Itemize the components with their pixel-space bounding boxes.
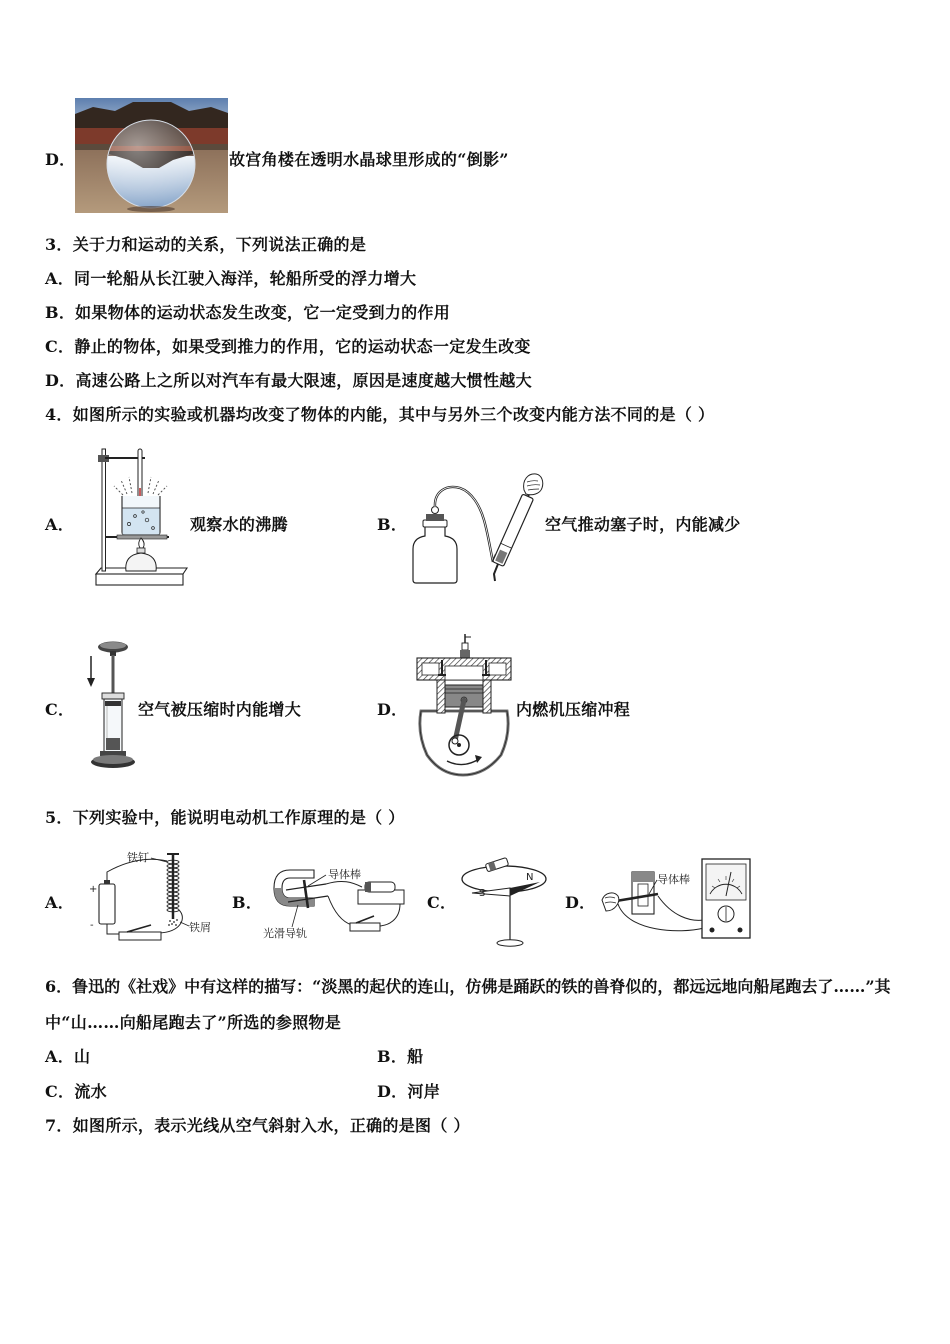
q4-option-d-caption: 内燃机压缩冲程 [516, 700, 631, 719]
q4-option-b-caption: 空气推动塞子时，内能减少 [545, 515, 741, 534]
north-pole-label: N [526, 872, 534, 883]
fire-syringe-figure [82, 638, 137, 770]
q4-option-a-label: A． [45, 515, 75, 534]
q5-stem: 5．下列实验中，能说明电动机工作原理的是（ ） [45, 808, 405, 827]
glass-bottle [413, 507, 457, 584]
south-pole-label: S [479, 888, 486, 899]
q5-option-c-label: C． [427, 893, 457, 912]
q3-option-b: B．如果物体的运动状态发生改变，它一定受到力的作用 [45, 303, 451, 322]
q2-option-d-label: D． [45, 150, 76, 169]
q4-option-c-label: C． [45, 700, 75, 719]
glass-cylinder [102, 693, 124, 752]
rod-label: 导体棒 [328, 868, 361, 881]
q5-option-a-label: A． [45, 893, 75, 912]
hand [602, 893, 619, 911]
spark-plug [460, 634, 471, 658]
crystal-ball-photo [75, 98, 228, 213]
boiling-water-apparatus-figure [93, 444, 189, 590]
needle-stand [497, 896, 523, 946]
q3-option-c: C．静止的物体，如果受到推力的作用，它的运动状态一定发生改变 [45, 337, 531, 356]
battery-box [358, 882, 404, 904]
battery [485, 857, 508, 871]
electromagnetic-induction-figure [600, 856, 752, 941]
iron-filings [168, 919, 178, 926]
engine-compression-stroke-figure [413, 633, 515, 778]
wires [618, 896, 704, 931]
galvanometer [702, 859, 750, 938]
q3-stem: 3．关于力和运动的关系，下列说法正确的是 [45, 235, 367, 254]
conductor-rod-on-rails-figure [262, 860, 407, 942]
q7-stem: 7．如图所示，表示光线从空气斜射入水，正确的是图（ ） [45, 1116, 470, 1135]
q6-stem-line-1: 6．鲁迅的《社戏》中有这样的描写：“淡黑的起伏的连山，仿佛是踊跃的铁的兽脊似的，都远远地向船尾跑去了……”其 [45, 977, 891, 996]
q4-option-a-caption: 观察水的沸腾 [190, 515, 288, 534]
compass-needle-current-figure [460, 855, 548, 950]
q6-option-a: A．山 [45, 1047, 91, 1066]
q3-option-a: A．同一轮船从长江驶入海洋，轮船所受的浮力增大 [45, 269, 417, 288]
electromagnet-figure [85, 848, 215, 943]
q3-option-d: D．高速公路上之所以对汽车有最大限速，原因是速度越大惯性越大 [45, 371, 532, 390]
q6-option-b: B．船 [377, 1047, 424, 1066]
q5-option-d-label: D． [565, 893, 596, 912]
hand [524, 474, 543, 495]
rails-label: 光滑导轨 [263, 927, 307, 940]
rod-label: 导体棒 [657, 873, 690, 886]
crankcase [420, 711, 508, 775]
nail-label: 铁钉 [127, 851, 149, 864]
cylinder-head [417, 658, 511, 680]
q6-stem-line-2: 中“山……向船尾跑去了”所选的参照物是 [45, 1013, 342, 1032]
switch [350, 916, 380, 931]
q4-option-d-label: D． [377, 700, 408, 719]
filings-label: 铁屑 [189, 921, 211, 934]
q4-option-c-caption: 空气被压缩时内能增大 [138, 700, 302, 719]
q6-option-d: D．河岸 [377, 1082, 441, 1101]
q6-option-c: C．流水 [45, 1082, 107, 1101]
arrow-down-icon [87, 656, 95, 687]
syringe-handle [98, 642, 128, 657]
stand-rod [102, 449, 106, 571]
piston-rod [112, 655, 115, 697]
magnet [632, 872, 654, 914]
q4-stem: 4．如图所示的实验或机器均改变了物体的内能，其中与另外三个改变内能方法不同的是（ ） [45, 405, 715, 424]
wire-gauze-ring [105, 535, 169, 539]
switch [119, 925, 161, 940]
beaker [122, 496, 160, 535]
battery [99, 880, 115, 924]
q5-option-b-label: B． [232, 893, 263, 912]
alcohol-lamp [126, 538, 156, 571]
iron-nail-coil [167, 854, 179, 919]
battery-plus-label: + [89, 884, 98, 895]
battery-minus-label: - [90, 920, 94, 931]
syringe-base [91, 751, 135, 768]
q4-option-b-label: B． [377, 515, 408, 534]
bottle-and-pump-figure [410, 470, 545, 585]
q2-option-d-caption: 故宫角楼在透明水晶球里形成的“倒影” [229, 150, 509, 169]
